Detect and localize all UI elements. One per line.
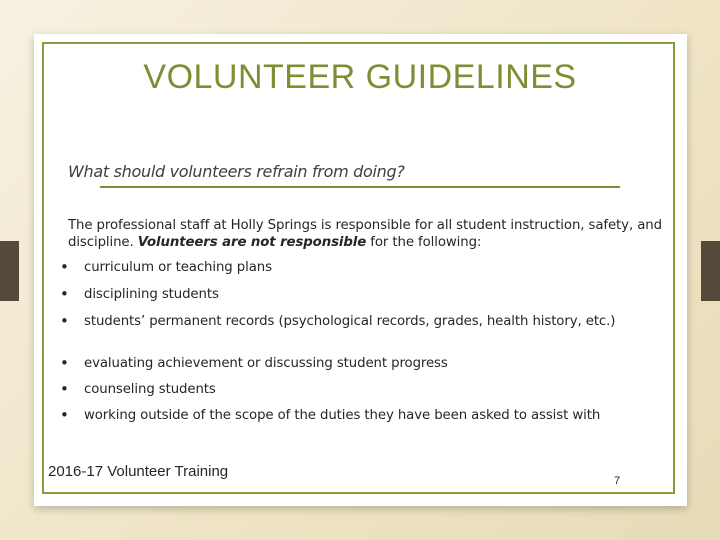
bullet-symbol: • <box>60 312 69 330</box>
subtitle-underline <box>100 186 620 188</box>
bullet-text: curriculum or teaching plans <box>84 260 272 275</box>
bullet-symbol: • <box>60 380 69 398</box>
left-side-tab <box>0 241 19 301</box>
bullet-text: students’ permanent records (psychological records, grades, health history, etc.) <box>84 314 616 329</box>
intro-paragraph <box>68 217 708 251</box>
bullet-text: counseling students <box>84 382 216 397</box>
bullet-text: evaluating achievement or discussing student progress <box>84 356 448 371</box>
intro-text-part1: The professional staff at Holly Springs is responsible for all student instruction, safety, and discipline. <box>68 218 662 250</box>
slide-title: VOLUNTEER GUIDELINES <box>143 58 577 96</box>
bullet-symbol: • <box>60 258 69 276</box>
page-number: 7 <box>614 475 621 487</box>
slide-subtitle: What should volunteers refrain from doing? <box>68 162 405 181</box>
bullet-symbol: • <box>60 406 69 424</box>
bullet-symbol: • <box>60 285 69 303</box>
intro-emphasis: Volunteers are not responsible <box>137 235 367 250</box>
footer-text: 2016-17 Volunteer Training <box>48 463 229 480</box>
intro-text-part2: for the following: <box>366 235 482 250</box>
bullet-text: disciplining students <box>84 287 219 302</box>
bullet-text: working outside of the scope of the duties they have been asked to assist with <box>84 408 601 423</box>
bullet-symbol: • <box>60 354 69 372</box>
